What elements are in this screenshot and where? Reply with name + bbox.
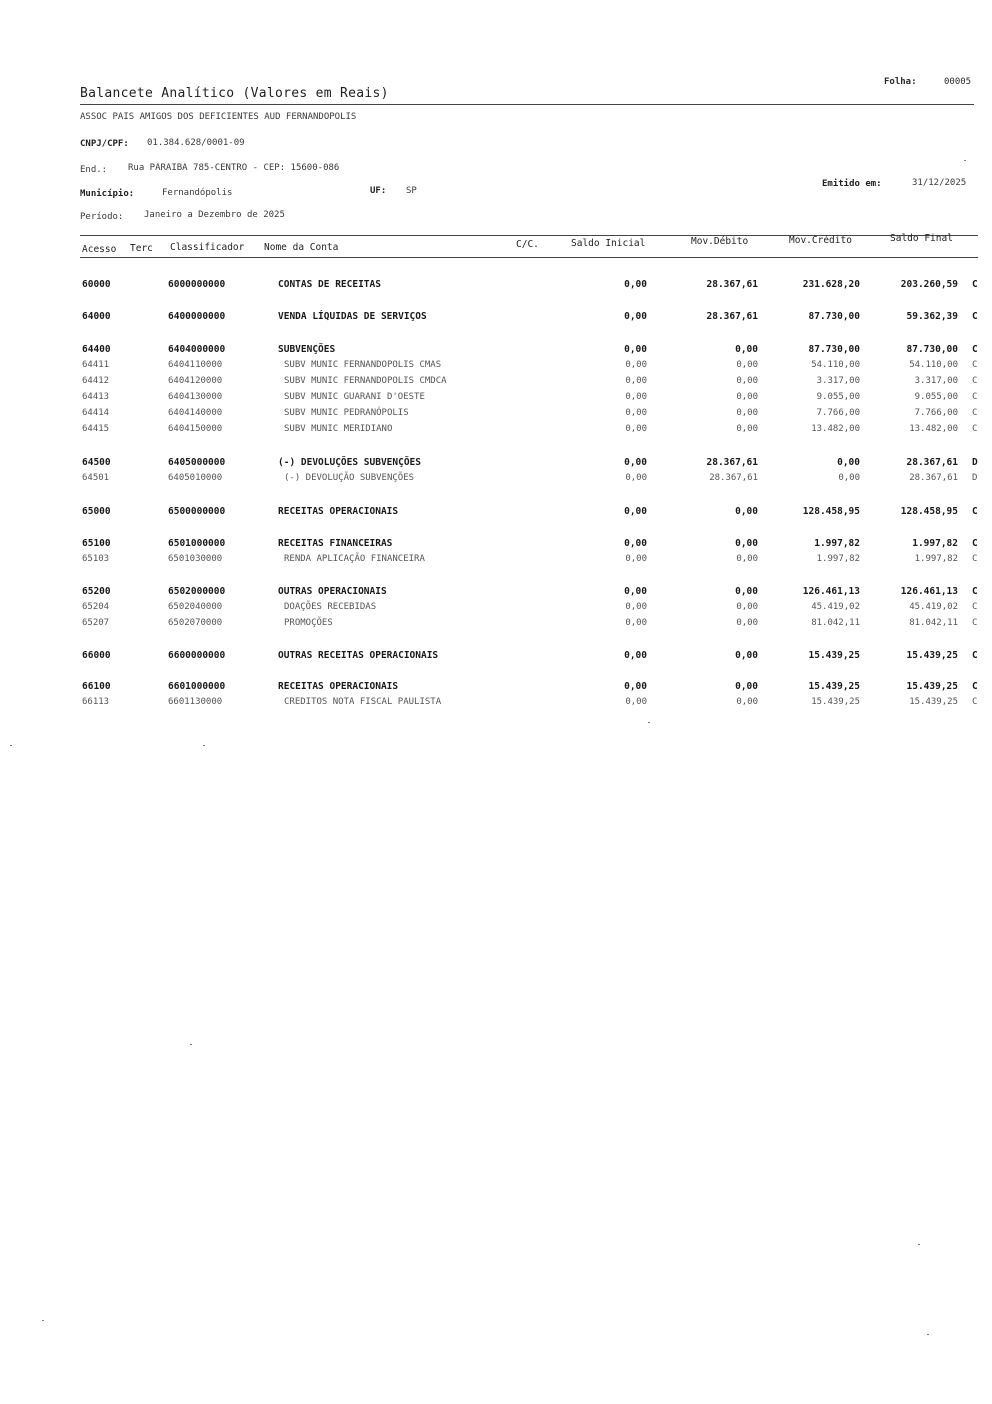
cell-saldo-final: 15.439,25 [906, 681, 958, 692]
cell-acesso: 64501 [82, 473, 110, 483]
table-row [0, 506, 992, 522]
cell-dc: C [972, 681, 978, 692]
cell-acesso: 64411 [82, 360, 110, 370]
cell-acesso: 64500 [82, 457, 111, 468]
cell-mov-credito: 1.997,82 [816, 554, 860, 564]
municipio-value: Fernandópolis [162, 188, 233, 198]
cell-mov-credito: 126.461,13 [802, 586, 860, 597]
cell-mov-credito: 128.458,95 [802, 506, 860, 517]
uf-value: SP [406, 186, 417, 196]
cell-dc: C [972, 344, 978, 355]
cell-dc: C [972, 554, 978, 564]
cell-nome: SUBV MUNIC FERNANDOPOLIS CMDCA [284, 376, 447, 386]
table-row [0, 538, 992, 554]
cell-mov-credito: 3.317,00 [816, 376, 860, 386]
table-row [0, 376, 992, 392]
cell-mov-debito: 0,00 [736, 424, 758, 434]
table-row [0, 586, 992, 602]
cell-classificador: 6601130000 [168, 697, 223, 707]
cell-classificador: 6600000000 [168, 650, 226, 661]
address-value: Rua PARAIBA 785-CENTRO - CEP: 15600-086 [128, 163, 340, 173]
cell-acesso: 64413 [82, 392, 110, 402]
cell-dc: C [972, 602, 978, 612]
cell-mov-credito: 45.419,02 [811, 602, 860, 612]
cell-nome: (-) DEVOLUÇÃO SUBVENÇÕES [284, 473, 415, 483]
cell-classificador: 6404000000 [168, 344, 226, 355]
cell-nome: OUTRAS RECEITAS OPERACIONAIS [278, 650, 439, 661]
cell-mov-debito: 0,00 [735, 506, 758, 517]
cell-nome: RECEITAS OPERACIONAIS [278, 681, 399, 692]
cell-nome: RECEITAS OPERACIONAIS [278, 506, 399, 517]
emitido-label: Emitido em: [822, 179, 882, 189]
cell-dc: C [972, 506, 978, 517]
cell-dc: C [972, 279, 978, 290]
folha-value: 00005 [944, 77, 972, 87]
cell-saldo-final: 28.367,61 [906, 457, 958, 468]
cnpj-label: CNPJ/CPF: [80, 139, 129, 149]
scan-speck [927, 1334, 929, 1335]
table-row [0, 457, 992, 473]
emitido-value: 31/12/2025 [912, 178, 967, 188]
cell-nome: (-) DEVOLUÇÕES SUBVENÇÕES [278, 457, 421, 468]
table-row [0, 473, 992, 489]
table-row [0, 602, 992, 618]
header-divider [80, 104, 974, 105]
cell-mov-credito: 0,00 [838, 473, 860, 483]
cell-classificador: 6404150000 [168, 424, 223, 434]
cell-saldo-inicial: 0,00 [624, 681, 647, 692]
cell-dc: C [972, 424, 978, 434]
cell-nome: SUBV MUNIC MERIDIANO [284, 424, 393, 434]
cell-saldo-final: 7.766,00 [914, 408, 958, 418]
cell-saldo-final: 54.110,00 [909, 360, 958, 370]
cell-acesso: 60000 [82, 279, 111, 290]
cell-dc: C [972, 697, 978, 707]
table-row [0, 424, 992, 440]
cell-saldo-final: 45.419,02 [909, 602, 958, 612]
cell-classificador: 6502070000 [168, 618, 223, 628]
cell-classificador: 6501030000 [168, 554, 223, 564]
cell-mov-debito: 0,00 [735, 650, 758, 661]
cell-saldo-final: 15.439,25 [906, 650, 958, 661]
cell-acesso: 65000 [82, 506, 111, 517]
cell-acesso: 64415 [82, 424, 110, 434]
table-row [0, 279, 992, 295]
cell-saldo-inicial: 0,00 [624, 279, 647, 290]
cell-saldo-inicial: 0,00 [624, 506, 647, 517]
cell-dc: C [972, 376, 978, 386]
cell-saldo-inicial: 0,00 [624, 650, 647, 661]
cell-nome: RENDA APLICAÇÃO FINANCEIRA [284, 554, 425, 564]
cell-saldo-inicial: 0,00 [625, 554, 647, 564]
cell-classificador: 6601000000 [168, 681, 226, 692]
cell-nome: CONTAS DE RECEITAS [278, 279, 381, 290]
cell-nome: SUBV MUNIC FERNANDOPOLIS CMAS [284, 360, 442, 370]
cell-dc: C [972, 311, 978, 322]
cell-classificador: 6400000000 [168, 311, 226, 322]
cell-nome: OUTRAS OPERACIONAIS [278, 586, 387, 597]
table-row [0, 408, 992, 424]
cell-mov-debito: 0,00 [736, 392, 758, 402]
cell-mov-credito: 13.482,00 [811, 424, 860, 434]
cell-saldo-final: 1.997,82 [912, 538, 958, 549]
col-acesso: Acesso [82, 244, 117, 255]
cell-dc: D [972, 473, 978, 483]
entity-name: ASSOC PAIS AMIGOS DOS DEFICIENTES AUD FERNANDOPOLIS [80, 112, 357, 122]
scan-speck [918, 1244, 920, 1245]
cell-saldo-inicial: 0,00 [625, 602, 647, 612]
col-terc: Terc [130, 243, 153, 254]
cell-acesso: 65200 [82, 586, 111, 597]
cell-nome: SUBV MUNIC GUARANI D'OESTE [284, 392, 425, 402]
cell-saldo-inicial: 0,00 [624, 457, 647, 468]
folha-label: Folha: [884, 77, 917, 87]
cell-classificador: 6405010000 [168, 473, 223, 483]
cell-nome: SUBVENÇÕES [278, 344, 336, 355]
cell-saldo-inicial: 0,00 [625, 408, 647, 418]
cell-mov-debito: 0,00 [736, 376, 758, 386]
col-mov-debito: Mov.Débito [691, 236, 749, 247]
cell-classificador: 6501000000 [168, 538, 226, 549]
cell-nome: PROMOÇÕES [284, 618, 333, 628]
cell-mov-credito: 7.766,00 [816, 408, 860, 418]
scan-speck [203, 745, 205, 746]
cell-saldo-inicial: 0,00 [624, 311, 647, 322]
cell-saldo-inicial: 0,00 [625, 618, 647, 628]
cell-saldo-final: 128.458,95 [900, 506, 958, 517]
cell-acesso: 65103 [82, 554, 110, 564]
col-saldo-final: Saldo Final [890, 233, 953, 244]
scan-speck [190, 1044, 192, 1045]
table-row [0, 697, 992, 713]
cell-nome: CREDITOS NOTA FISCAL PAULISTA [284, 697, 442, 707]
scan-speck [648, 722, 650, 723]
cell-mov-credito: 231.628,20 [802, 279, 860, 290]
cell-nome: RECEITAS FINANCEIRAS [278, 538, 393, 549]
cell-dc: C [972, 618, 978, 628]
table-row [0, 360, 992, 376]
municipio-label: Município: [80, 189, 135, 199]
table-row [0, 392, 992, 408]
cell-dc: D [972, 457, 978, 468]
cell-mov-debito: 0,00 [735, 344, 758, 355]
address-label: End.: [80, 165, 108, 175]
cell-saldo-inicial: 0,00 [625, 376, 647, 386]
cell-mov-credito: 81.042,11 [811, 618, 860, 628]
cell-saldo-inicial: 0,00 [625, 697, 647, 707]
cell-dc: C [972, 650, 978, 661]
cell-nome: SUBV MUNIC PEDRANÓPOLIS [284, 408, 409, 418]
cell-mov-debito: 0,00 [736, 408, 758, 418]
table-row [0, 681, 992, 697]
cell-acesso: 64400 [82, 344, 111, 355]
cell-mov-credito: 54.110,00 [811, 360, 860, 370]
cell-saldo-final: 126.461,13 [900, 586, 958, 597]
cell-saldo-final: 3.317,00 [914, 376, 958, 386]
table-row [0, 618, 992, 634]
cell-classificador: 6502040000 [168, 602, 223, 612]
cell-saldo-inicial: 0,00 [624, 538, 647, 549]
cell-mov-credito: 9.055,00 [816, 392, 860, 402]
scan-speck [42, 1320, 44, 1321]
table-row [0, 311, 992, 327]
table-row [0, 554, 992, 570]
cell-acesso: 66100 [82, 681, 111, 692]
cell-mov-debito: 0,00 [736, 697, 758, 707]
col-nome: Nome da Conta [264, 242, 339, 253]
scan-speck [964, 160, 966, 161]
cell-mov-credito: 87.730,00 [808, 311, 860, 322]
cell-acesso: 66113 [82, 697, 110, 707]
cell-classificador: 6500000000 [168, 506, 226, 517]
cell-classificador: 6404120000 [168, 376, 223, 386]
cell-mov-debito: 0,00 [736, 618, 758, 628]
col-cc: C/C. [516, 239, 539, 250]
cell-classificador: 6502000000 [168, 586, 226, 597]
cell-saldo-final: 59.362,39 [906, 311, 958, 322]
cell-dc: C [972, 392, 978, 402]
cell-acesso: 64412 [82, 376, 110, 386]
cell-saldo-final: 81.042,11 [909, 618, 958, 628]
cell-mov-debito: 28.367,61 [706, 457, 758, 468]
cell-mov-debito: 0,00 [736, 554, 758, 564]
col-saldo-inicial: Saldo Inicial [571, 238, 646, 249]
cell-saldo-final: 203.260,59 [900, 279, 958, 290]
cell-mov-debito: 0,00 [735, 681, 758, 692]
table-row [0, 344, 992, 360]
cell-saldo-inicial: 0,00 [625, 473, 647, 483]
column-header-bottom-rule [80, 257, 978, 258]
cell-classificador: 6405000000 [168, 457, 226, 468]
cell-mov-credito: 15.439,25 [811, 697, 860, 707]
cell-nome: VENDA LÍQUIDAS DE SERVIÇOS [278, 311, 427, 322]
report-title: Balancete Analítico (Valores em Reais) [80, 86, 389, 101]
cnpj-value: 01.384.628/0001-09 [147, 138, 245, 148]
cell-mov-credito: 15.439,25 [808, 681, 860, 692]
periodo-label: Período: [80, 212, 124, 222]
cell-dc: C [972, 408, 978, 418]
cell-classificador: 6404130000 [168, 392, 223, 402]
cell-acesso: 66000 [82, 650, 111, 661]
cell-saldo-inicial: 0,00 [625, 360, 647, 370]
cell-mov-credito: 1.997,82 [814, 538, 860, 549]
cell-acesso: 65100 [82, 538, 111, 549]
col-classificador: Classificador [170, 242, 245, 253]
periodo-value: Janeiro a Dezembro de 2025 [144, 210, 285, 220]
cell-saldo-inicial: 0,00 [625, 424, 647, 434]
cell-saldo-inicial: 0,00 [624, 586, 647, 597]
cell-dc: C [972, 586, 978, 597]
cell-dc: C [972, 360, 978, 370]
cell-mov-debito: 28.367,61 [706, 279, 758, 290]
cell-saldo-final: 13.482,00 [909, 424, 958, 434]
cell-mov-credito: 0,00 [837, 457, 860, 468]
cell-classificador: 6404110000 [168, 360, 223, 370]
cell-acesso: 65207 [82, 618, 110, 628]
cell-acesso: 64000 [82, 311, 111, 322]
cell-saldo-final: 28.367,61 [909, 473, 958, 483]
cell-mov-debito: 0,00 [735, 538, 758, 549]
table-row [0, 650, 992, 666]
cell-mov-credito: 87.730,00 [808, 344, 860, 355]
cell-classificador: 6404140000 [168, 408, 223, 418]
cell-mov-debito: 0,00 [735, 586, 758, 597]
cell-acesso: 64414 [82, 408, 110, 418]
cell-saldo-inicial: 0,00 [624, 344, 647, 355]
scan-speck [10, 745, 12, 746]
cell-nome: DOAÇÕES RECEBIDAS [284, 602, 377, 612]
cell-mov-credito: 15.439,25 [808, 650, 860, 661]
col-mov-credito: Mov.Crédito [789, 235, 852, 246]
cell-dc: C [972, 538, 978, 549]
cell-mov-debito: 28.367,61 [706, 311, 758, 322]
cell-saldo-final: 87.730,00 [906, 344, 958, 355]
cell-classificador: 6000000000 [168, 279, 226, 290]
cell-saldo-inicial: 0,00 [625, 392, 647, 402]
cell-saldo-final: 1.997,82 [914, 554, 958, 564]
cell-acesso: 65204 [82, 602, 110, 612]
cell-saldo-final: 9.055,00 [914, 392, 958, 402]
cell-mov-debito: 0,00 [736, 360, 758, 370]
cell-mov-debito: 28.367,61 [709, 473, 758, 483]
cell-saldo-final: 15.439,25 [909, 697, 958, 707]
cell-mov-debito: 0,00 [736, 602, 758, 612]
uf-label: UF: [370, 186, 387, 196]
